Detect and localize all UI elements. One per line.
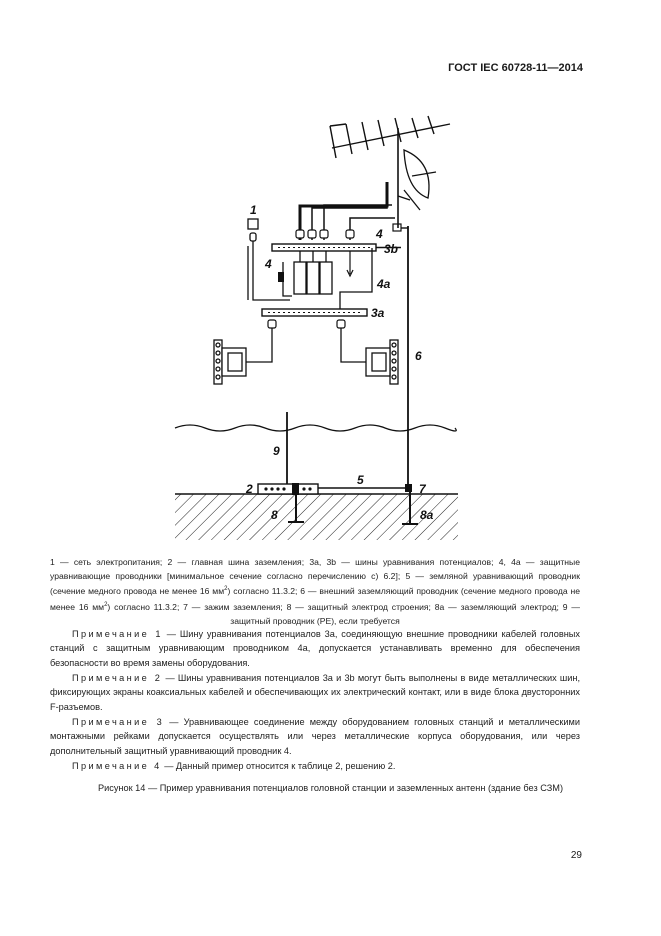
note-3: Примечание 3 — Уравнивающее соединение между оборудованием головных станций и металлическими монтажными рейками допускается осуществлять или через металлические корпуса оборудования, или через дополнительный защитный уравнивающий проводник 4. [50, 717, 581, 756]
label-7: 7 [419, 482, 426, 496]
label-4a: 4a [377, 277, 391, 291]
page-number: 29 [570, 850, 582, 861]
label-3a: 3a [371, 306, 385, 320]
equipment-rack-icon [366, 340, 398, 384]
note-1: Примечание 1 — Шину уравнивания потенциалов 3a, соединяющую внешние проводники кабелей головных станций с защитным уравнивающим проводником 4a, допускается устанавливать временно для обеспечения безопасности во время замены оборудования. [50, 629, 580, 668]
label-8a: 8a [420, 508, 434, 522]
label-3b: 3b [384, 242, 399, 256]
note-2: Примечание 2 — Шины уравнивания потенциалов 3a и 3b могут быть выполнены в виде металлических шин, фиксирующих экраны коаксиальных кабелей и обеспечивающих их электрический контакт, или в виде блока двусторонних F-разъемов. [50, 673, 581, 712]
label-8: 8 [271, 508, 278, 522]
building-break-line [175, 425, 456, 431]
label-2: 2 [246, 482, 253, 496]
antenna-icon [330, 116, 450, 158]
label-4-top: 4 [376, 227, 383, 241]
label-6: 6 [415, 349, 422, 363]
headend-modules [294, 251, 332, 294]
earth-terminal-7 [405, 484, 412, 492]
equipment-rack-icon [214, 340, 246, 384]
ground-soil [175, 494, 458, 540]
figure-legend: 1 — сеть электропитания; 2 — главная шина заземления; 3a, 3b — шины уравнивания потенциалов; 4, 4a — защитные уравнивающие проводники [минимальное сечение согласно перечислению c) 6.2]; 5 — земляной уравнивающий проводник (сечение медного провода не менее 16 $мм^2$) согласно 11.3.2; 6 — внешний заземляющий проводник (сечение медного провода не менее 16 $мм^2$) согласно 11.3.2; 7 — зажим заземления; 8 — защитный электрод строения; 8a — заземляющий электрод; 9 — защитный проводник (PE), если требуется [50, 557, 580, 626]
label-9: 9 [273, 444, 280, 458]
satellite-dish-icon [398, 150, 436, 210]
document-header: ГОСТ IEC 60728-11—2014 [448, 62, 583, 74]
note-4: Примечание 4 — Данный пример относится к таблице 2, решению 2. [72, 761, 396, 771]
power-plug-icon [248, 219, 258, 241]
figure-caption: Рисунок 14 — Пример уравнивания потенциалов головной станции и заземленных антенн (здание без СЗМ) [97, 783, 564, 793]
label-4-left: 4 [265, 257, 272, 271]
label-1: 1 [250, 203, 257, 217]
label-5: 5 [357, 473, 364, 487]
